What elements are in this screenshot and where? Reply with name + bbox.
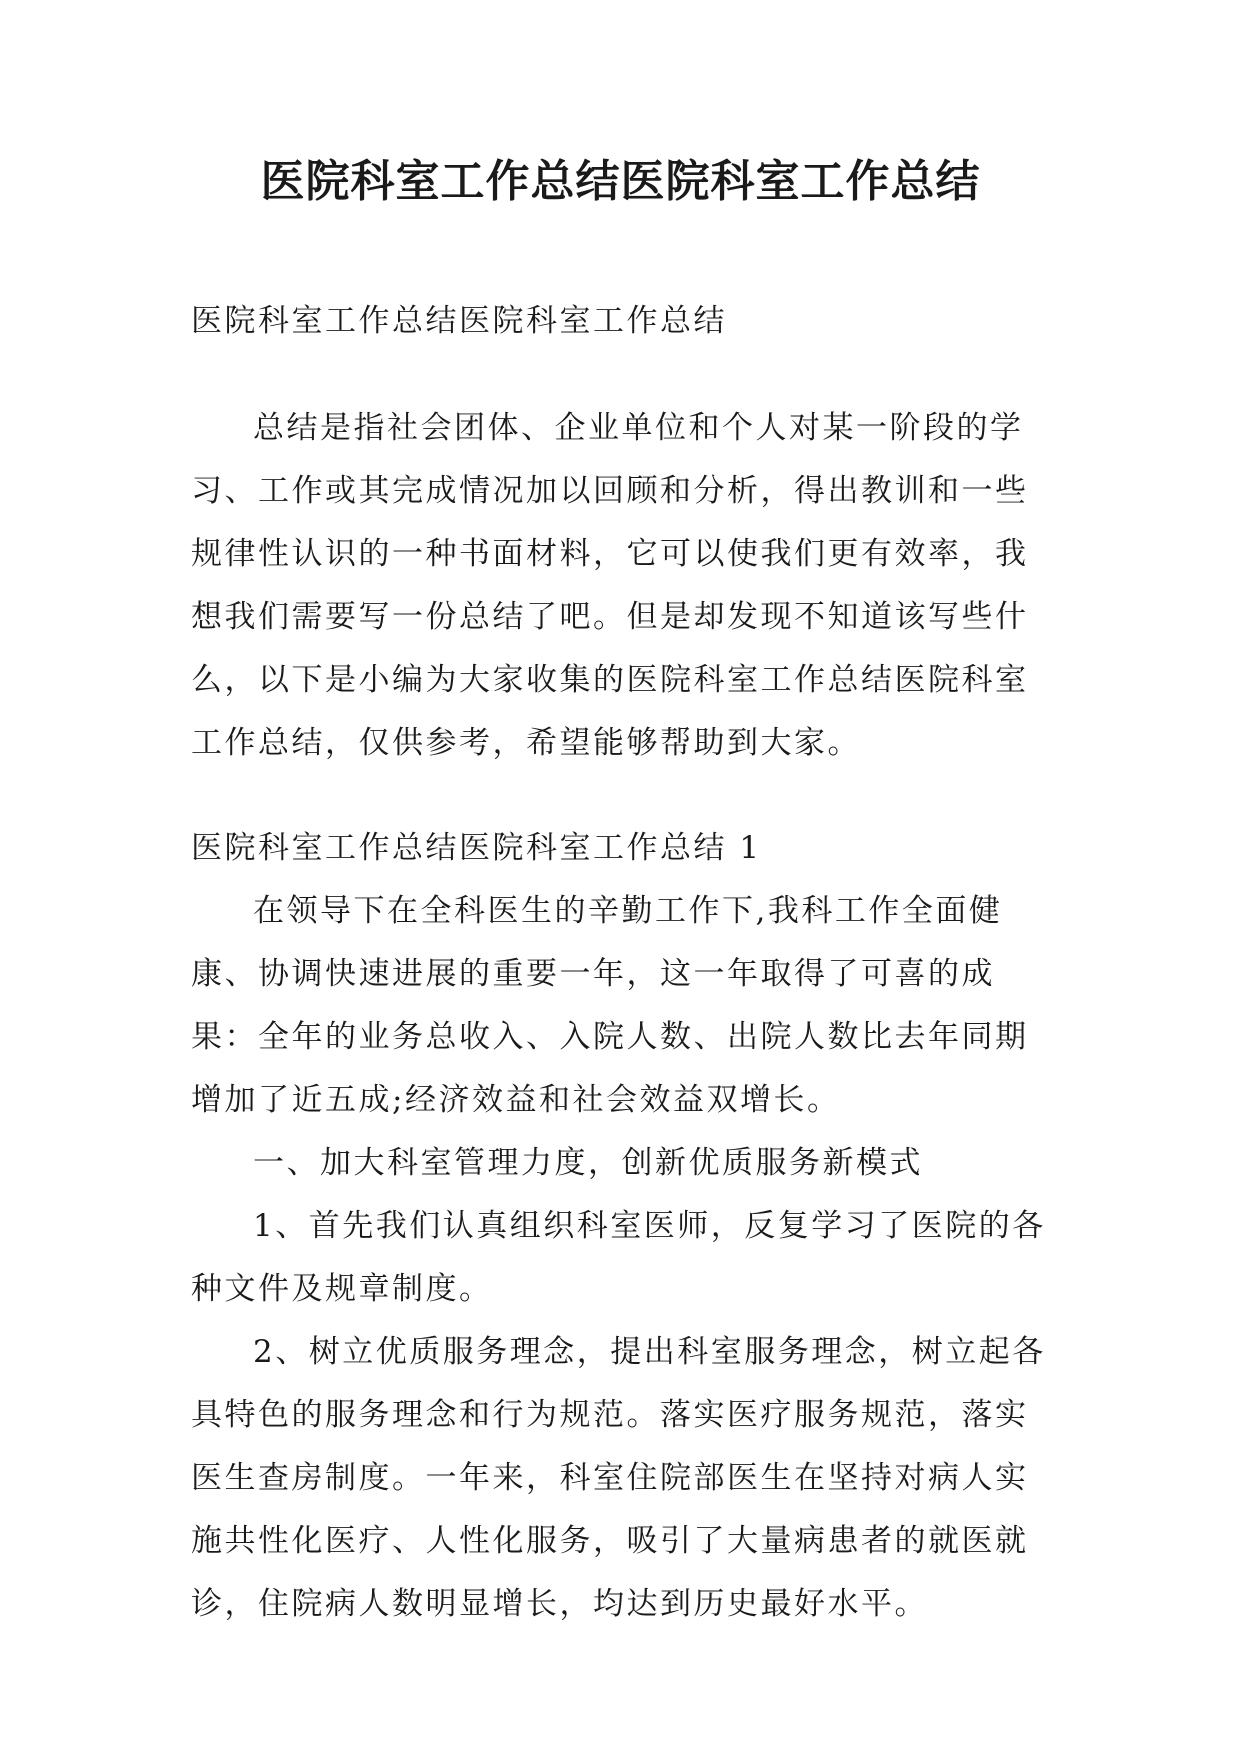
- section-paragraph-point-one: 一、加大科室管理力度，创新优质服务新模式: [253, 1145, 923, 1181]
- document-title: 医院科室工作总结医院科室工作总结: [260, 156, 981, 207]
- section-paragraph-summary: 在领导下在全科医生的辛勤工作下,我科工作全面健康、协调快速进展的重要一年，这一年取得了可喜的成果：全年的业务总收入、入院人数、出院人数比去年同期增加了近五成;经济效益和社会效益双增长。: [191, 893, 1029, 1118]
- document-body: [191, 290, 1051, 1636]
- section-paragraph-item-2: 2、树立优质服务理念，提出科室服务理念，树立起各具特色的服务理念和行为规范。落实医疗服务规范，落实医生查房制度。一年来，科室住院部医生在坚持对病人实施共性化医疗、人性化服务，吸引了大量病患者的就医就诊，住院病人数明显增长，均达到历史最好水平。: [191, 1334, 1046, 1622]
- intro-paragraph: 总结是指社会团体、企业单位和个人对某一阶段的学习、工作或其完成情况加以回顾和分析，得出教训和一些规律性认识的一种书面材料，它可以使我们更有效率，我想我们需要写一份总结了吧。但是却发现不知道该写些什么，以下是小编为大家收集的医院科室工作总结医院科室工作总结，仅供参考，希望能够帮助到大家。: [191, 410, 1029, 761]
- section-paragraph-item-1: 1、首先我们认真组织科室医师，反复学习了医院的各种文件及规章制度。: [191, 1208, 1046, 1307]
- section-heading: 医院科室工作总结医院科室工作总结 1: [191, 830, 762, 866]
- document-subtitle: 医院科室工作总结医院科室工作总结: [191, 303, 727, 339]
